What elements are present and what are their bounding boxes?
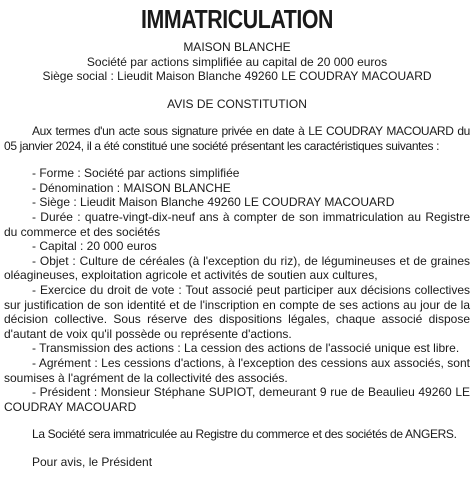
item-duree: - Durée : quatre-vingt-dix-neuf ans à compter de son immatriculation au Registre du commerce et des sociétés	[4, 209, 470, 239]
intro-paragraph: Aux termes d'un acte sous signature privée en date à LE COUDRAY MACOUARD du 05 janvier 2024, il a été constitué une société présentant les caractéristiques suivantes :	[4, 124, 470, 153]
company-form-capital: Société par actions simplifiée au capital de 20 000 euros	[86, 54, 388, 69]
registration-paragraph: La Société sera immatriculée au Registre du commerce et des sociétés de ANGERS.	[32, 427, 457, 442]
signature-line: Pour avis, le Président	[32, 454, 153, 469]
notice-heading: AVIS DE CONSTITUTION	[167, 96, 307, 111]
characteristics-list	[4, 166, 470, 414]
item-agrement: - Agrément : Les cessions d'actions, à l'exception des cessions aux associés, sont soumises à l'agrément de la collectivité des associés.	[4, 355, 470, 385]
registered-office: Siège social : Lieudit Maison Blanche 49260 LE COUDRAY MACOUARD	[42, 69, 432, 83]
company-name: MAISON BLANCHE	[183, 40, 291, 54]
item-droit-de-vote: - Exercice du droit de vote : Tout associé peut participer aux décisions collectives sur justification de son identité et de l'inscription en compte de ses actions au jour de la décision collective. Sous réserve des dispositions légales, chaque associé dispose d'autant de voix qu'il possède ou représente d'actions.	[4, 282, 470, 341]
item-capital: - Capital : 20 000 euros	[32, 239, 157, 254]
item-president: - Président : Monsieur Stéphane SUPIOT, demeurant 9 rue de Beaulieu 49260 LE COUDRAY MACOUARD	[4, 385, 470, 414]
item-forme: - Forme : Société par actions simplifiée	[32, 166, 240, 181]
item-denomination: - Dénomination : MAISON BLANCHE	[32, 180, 231, 195]
item-transmission: - Transmission des actions : La cession des actions de l'associé unique est libre.	[32, 341, 460, 356]
notice-title: IMMATRICULATION	[140, 4, 334, 34]
item-siege: - Siège : Lieudit Maison Blanche 49260 LE COUDRAY MACOUARD	[32, 195, 395, 210]
item-objet: - Objet : Culture de céréales (à l'exception du riz), de légumineuses et de graines oléagineuses, exploitation agricole et activités de soutien aux cultures,	[4, 253, 470, 283]
